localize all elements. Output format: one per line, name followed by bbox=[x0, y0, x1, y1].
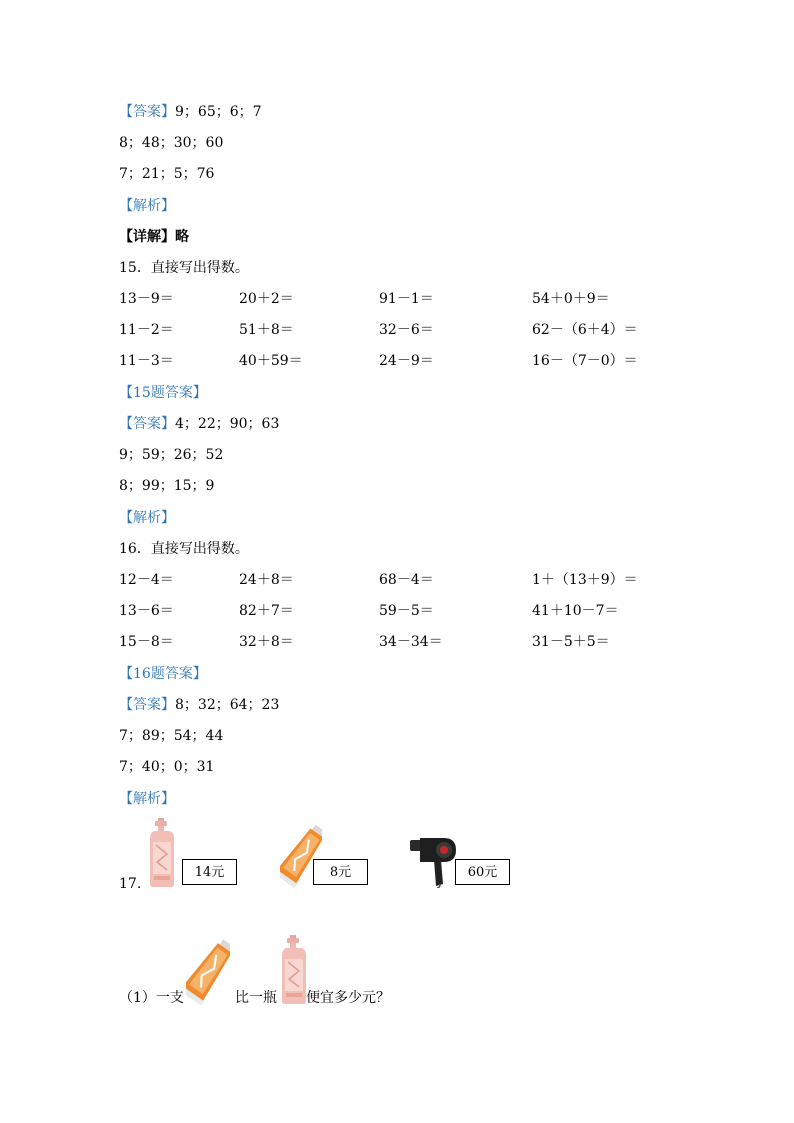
q16-cell: 24＋8＝ bbox=[239, 572, 294, 588]
q17-sub1-suffix: 便宜多少元？ bbox=[306, 990, 390, 1006]
q16-cell: 32＋8＝ bbox=[239, 634, 294, 650]
q15-cell: 32－6＝ bbox=[379, 322, 434, 338]
top-answer-line-2: 8；48；30；60 bbox=[119, 135, 224, 151]
q15-cell: 24－9＝ bbox=[379, 353, 434, 369]
price-tag: 8元 bbox=[313, 859, 368, 885]
top-answer-line bbox=[119, 102, 262, 122]
q16-cell: 82＋7＝ bbox=[239, 603, 294, 619]
q16-answer-line-3: 7；40；0；31 bbox=[119, 759, 215, 775]
answer-tag: 【答案】 bbox=[119, 104, 175, 120]
price-tag: 60元 bbox=[455, 859, 510, 885]
q17-sub1-middle: 比一瓶 bbox=[235, 990, 277, 1006]
detail-tag: 【详解】 bbox=[119, 229, 175, 245]
answer-tag: 【答案】 bbox=[119, 697, 175, 713]
q15-cell: 40＋59＝ bbox=[239, 353, 303, 369]
top-analysis-tag: 【解析】 bbox=[119, 198, 175, 214]
q15-analysis-tag: 【解析】 bbox=[119, 510, 175, 526]
q15-answer-line-3: 8；99；15；9 bbox=[119, 478, 215, 494]
q15-title: 15．直接写出得数。 bbox=[119, 260, 249, 276]
top-detail-line bbox=[119, 227, 189, 247]
price-tag: 14元 bbox=[182, 859, 237, 885]
hair-dryer-icon bbox=[410, 834, 458, 888]
answer-tag: 【答案】 bbox=[119, 416, 175, 432]
answer-values: 9；65；6；7 bbox=[175, 104, 262, 120]
answer-values: 8；32；64；23 bbox=[175, 697, 280, 713]
q15-cell: 11－2＝ bbox=[119, 322, 174, 338]
q16-cell: 13－6＝ bbox=[119, 603, 174, 619]
q15-answer-line-2: 9；59；26；52 bbox=[119, 447, 224, 463]
detail-text: 略 bbox=[175, 229, 189, 245]
q17-number: 17. bbox=[119, 876, 142, 892]
toothpaste-icon bbox=[186, 938, 230, 1006]
q16-cell: 59－5＝ bbox=[379, 603, 434, 619]
shampoo-bottle-icon bbox=[279, 935, 309, 1005]
q15-cell: 20＋2＝ bbox=[239, 291, 294, 307]
q15-cell: 51＋8＝ bbox=[239, 322, 294, 338]
q15-cell: 54＋0＋9＝ bbox=[532, 291, 610, 307]
q15-cell: 11－3＝ bbox=[119, 353, 174, 369]
q17-sub1-prefix: （1）一支 bbox=[119, 990, 184, 1006]
q16-cell: 41＋10－7＝ bbox=[532, 603, 619, 619]
q15-cell: 62－（6＋4）＝ bbox=[532, 322, 638, 338]
q16-answer-heading: 【16题答案】 bbox=[119, 666, 207, 682]
q16-cell: 68－4＝ bbox=[379, 572, 434, 588]
q15-cell: 91－1＝ bbox=[379, 291, 434, 307]
q16-analysis-tag: 【解析】 bbox=[119, 791, 175, 807]
q16-answer-line-2: 7；89；54；44 bbox=[119, 728, 224, 744]
q15-cell: 16－（7－0）＝ bbox=[532, 353, 638, 369]
q16-cell: 1＋（13＋9）＝ bbox=[532, 572, 638, 588]
top-answer-line-3: 7；21；5；76 bbox=[119, 166, 215, 182]
q16-answer-line bbox=[119, 695, 279, 715]
q15-answer-heading: 【15题答案】 bbox=[119, 385, 207, 401]
q16-cell: 34－34＝ bbox=[379, 634, 443, 650]
q15-cell: 13－9＝ bbox=[119, 291, 174, 307]
q16-cell: 15－8＝ bbox=[119, 634, 174, 650]
answer-values: 4；22；90；63 bbox=[175, 416, 280, 432]
q16-title: 16．直接写出得数。 bbox=[119, 541, 249, 557]
q15-answer-line bbox=[119, 414, 279, 434]
shampoo-bottle-icon bbox=[147, 818, 177, 888]
q16-cell: 31－5＋5＝ bbox=[532, 634, 610, 650]
q16-cell: 12－4＝ bbox=[119, 572, 174, 588]
